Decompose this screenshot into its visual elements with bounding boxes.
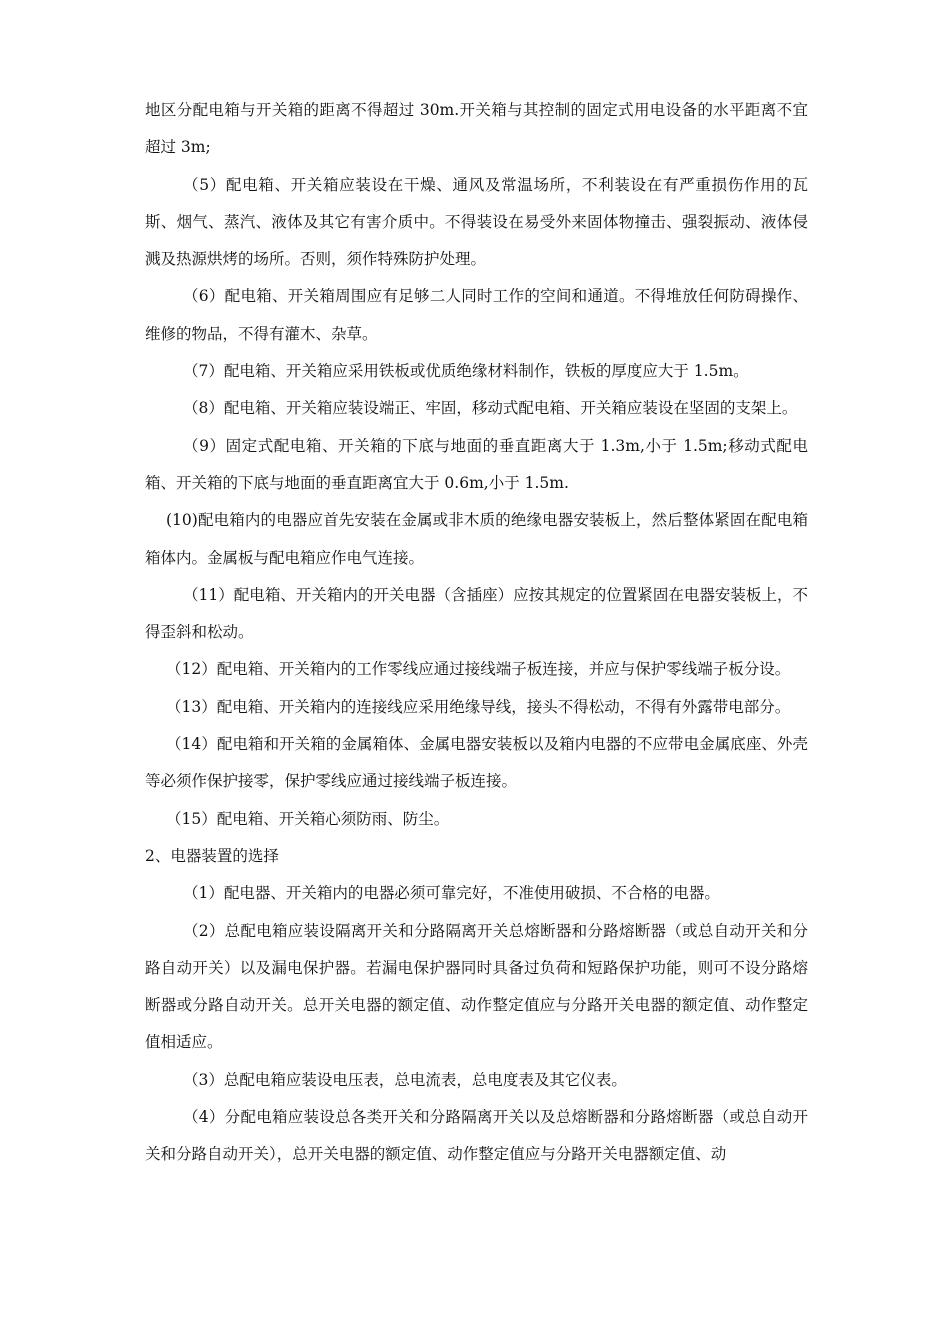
paragraph-item-13: （13）配电箱、开关箱内的连接线应采用绝缘导线，接头不得松动，不得有外露带电部分。 bbox=[166, 697, 791, 716]
paragraph-device-3: （3）总配电箱应装设电压表，总电流表，总电度表及其它仪表。 bbox=[183, 1070, 627, 1089]
paragraph-item-11: （11）配电箱、开关箱内的开关电器（含插座）应按其规定的位置紧固在电器安装板上，不得歪斜和松动。 bbox=[145, 585, 808, 642]
paragraph-distance-limits: 地区分配电箱与开关箱的距离不得超过 30m.开关箱与其控制的固定式用电设备的水平距离不宜超过 3m; bbox=[145, 101, 808, 157]
paragraph-item-8: （8）配电箱、开关箱应装设端正、牢固，移动式配电箱、开关箱应装设在坚固的支架上。 bbox=[183, 399, 798, 418]
paragraph-item-10: (10)配电箱内的电器应首先安装在金属或非木质的绝缘电器安装板上，然后整体紧固在配电箱箱体内。金属板与配电箱应作电气连接。 bbox=[145, 511, 808, 567]
paragraph-item-7: （7）配电箱、开关箱应采用铁板或优质绝缘材料制作，铁板的厚度应大于 1.5m。 bbox=[183, 362, 749, 381]
paragraph-device-1: （1）配电器、开关箱内的电器必须可靠完好，不准使用破损、不合格的电器。 bbox=[183, 884, 720, 903]
paragraph-item-5: （5）配电箱、开关箱应装设在干燥、通风及常温场所，不利装设在有严重损伤作用的瓦斯、烟气、蒸汽、液体及其它有害介质中。不得装设在易受外来固体物撞击、强裂振动、液体侵溅及热源烘烤的场所。否则，须作特殊防护处理。 bbox=[145, 175, 808, 269]
paragraph-item-9: （9）固定式配电箱、开关箱的下底与地面的垂直距离大于 1.3m,小于 1.5m;移动式配电箱、开关箱的下底与地面的垂直距离宜大于 0.6m,小于 1.5m. bbox=[145, 436, 808, 492]
paragraph-item-6: （6）配电箱、开关箱周围应有足够二人同时工作的空间和通道。不得堆放任何防碍操作、维修的物品，不得有灌木、杂草。 bbox=[145, 287, 808, 343]
paragraph-device-4: （4）分配电箱应装设总各类开关和分路隔离开关以及总熔断器和分路熔断器（或总自动开关和分路自动开关），总开关电器的额定值、动作整定值应与分路开关电器额定值、动 bbox=[145, 1108, 808, 1164]
paragraph-item-12: （12）配电箱、开关箱内的工作零线应通过接线端子板连接，并应与保护零线端子板分设。 bbox=[166, 660, 791, 679]
paragraph-device-2: （2）总配电箱应装设隔离开关和分路隔离开关总熔断器和分路熔断器（或总自动开关和分路自动开关）以及漏电保护器。若漏电保护器同时具备过负荷和短路保护功能，则可不设分路熔断器或分路自动开关。总开关电器的额定值、动作整定值应与分路开关电器的额定值、动作整定值相适应。 bbox=[145, 921, 808, 1052]
paragraph-item-14: （14）配电箱和开关箱的金属箱体、金属电器安装板以及箱内电器的不应带电金属底座、外壳等必须作保护接零，保护零线应通过接线端子板连接。 bbox=[145, 735, 808, 791]
paragraph-item-15: （15）配电箱、开关箱心须防雨、防尘。 bbox=[166, 809, 450, 828]
section-heading-electrical-devices: 2、电器装置的选择 bbox=[145, 846, 279, 865]
